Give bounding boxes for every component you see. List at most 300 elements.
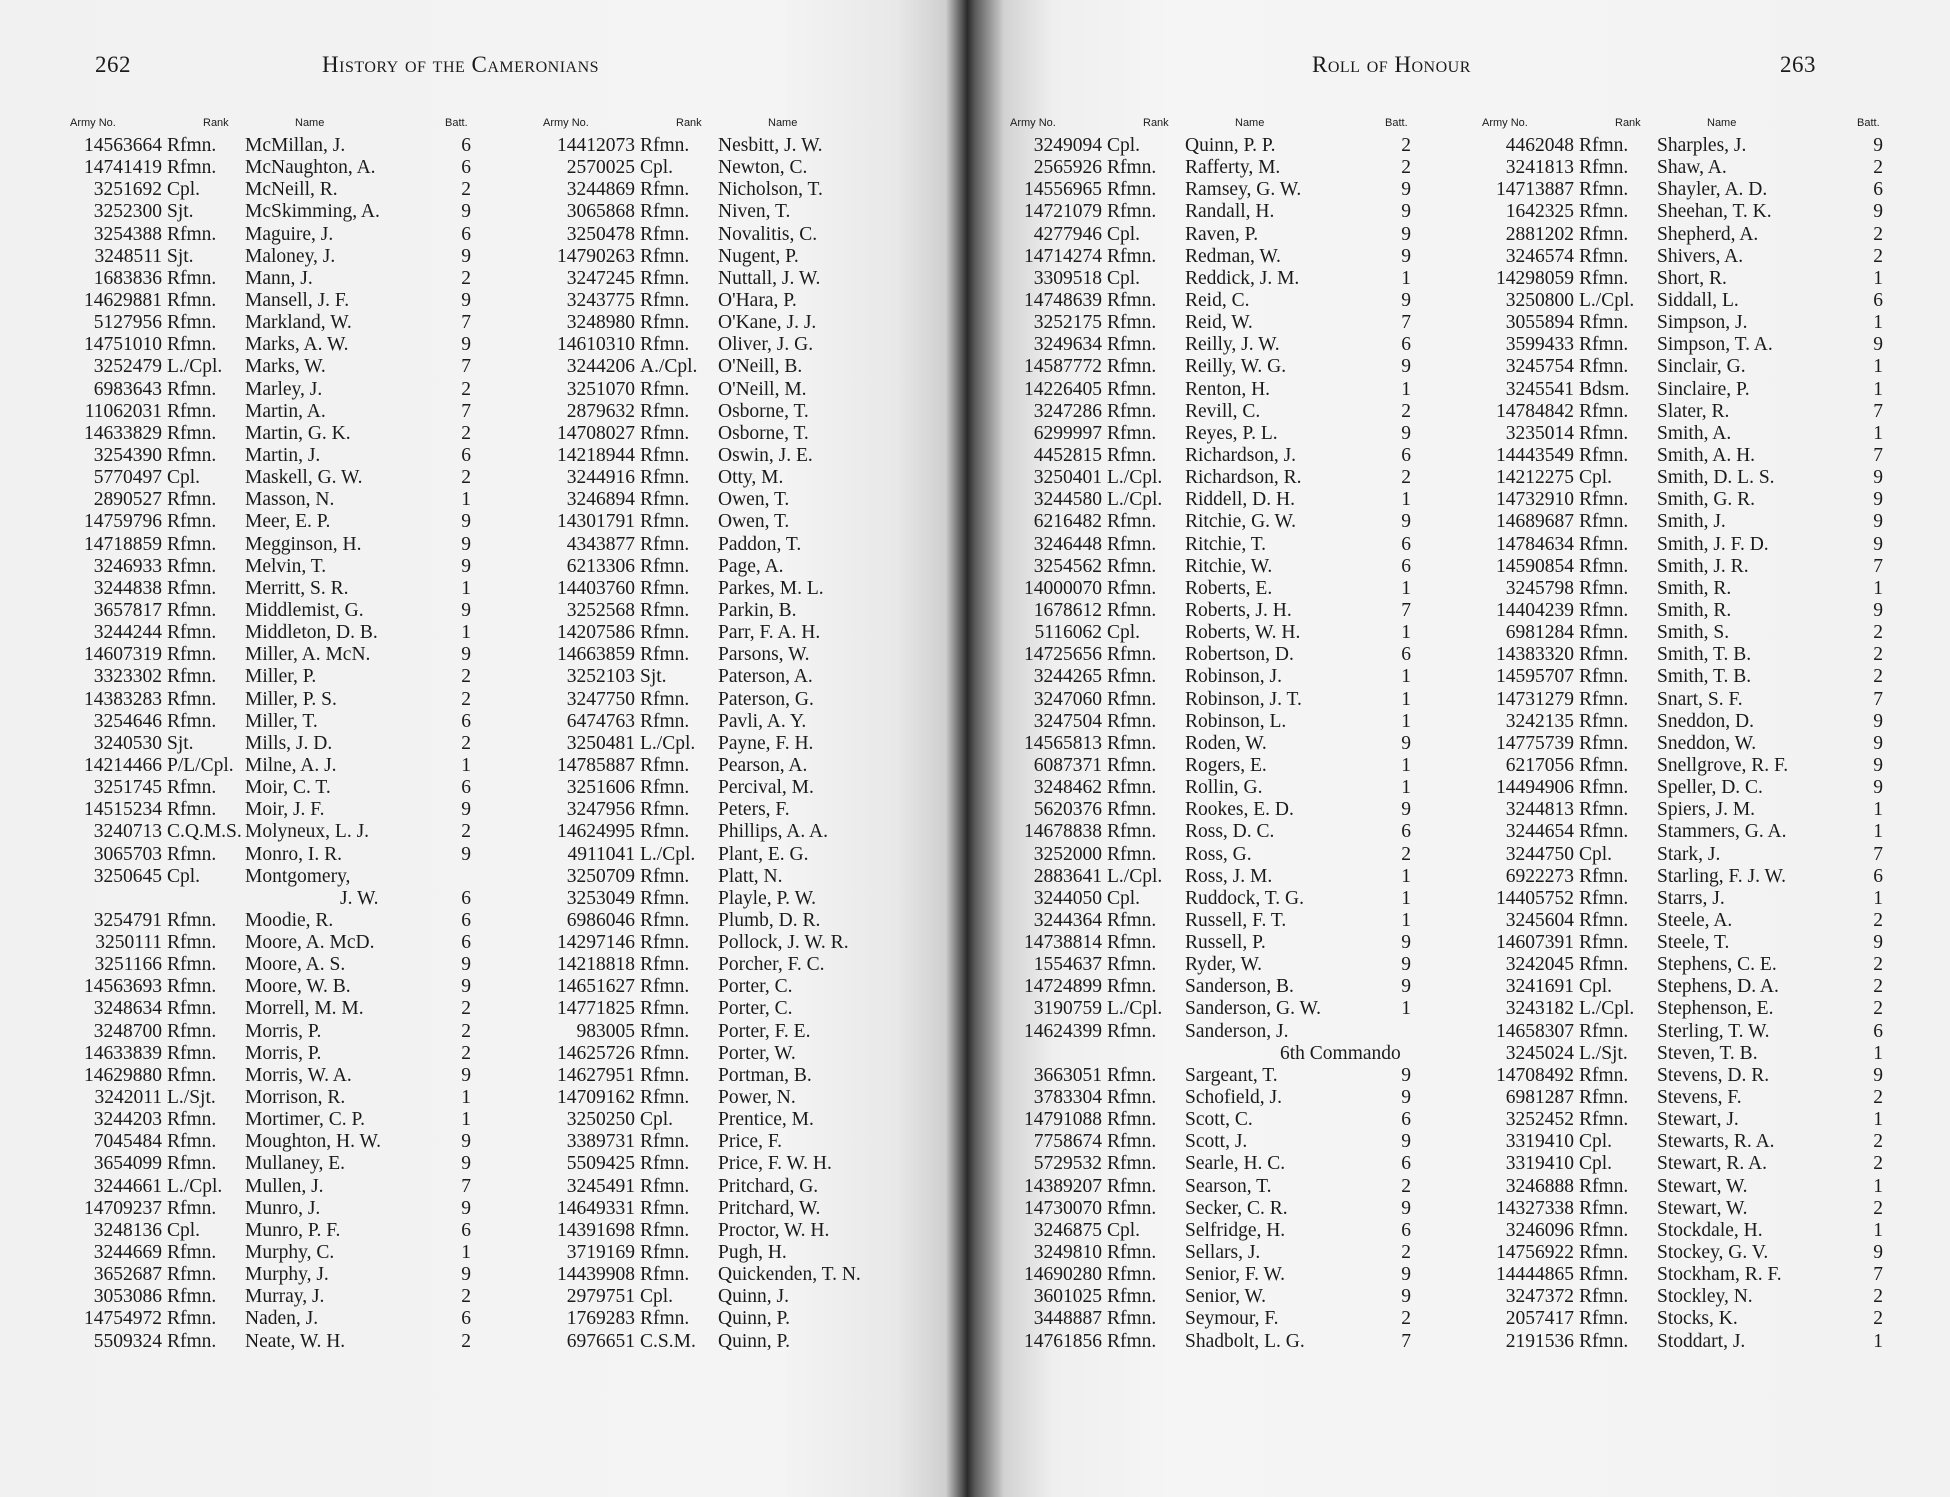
roll-entry [40, 600, 495, 622]
battalion: 2 [461, 1042, 471, 1064]
rank: Rfmn. [1107, 1308, 1157, 1330]
army-number: 3248136 [93, 1219, 162, 1241]
soldier-name: Smith, R. [1657, 577, 1732, 599]
army-number: 3252452 [1505, 1109, 1574, 1131]
battalion: 1 [1401, 754, 1411, 776]
soldier-name: Stevens, D. R. [1657, 1064, 1770, 1086]
rank: Rfmn. [640, 1264, 690, 1286]
battalion: 6 [1401, 1153, 1411, 1175]
battalion: 9 [461, 843, 471, 865]
rank: Sjt. [167, 732, 194, 754]
rank: L./Cpl. [167, 356, 223, 378]
army-number: 14731279 [1496, 688, 1574, 710]
soldier-name: Playle, P. W. [718, 887, 817, 909]
page-number: 263 [1780, 52, 1816, 77]
soldier-name: Marley, J. [245, 378, 323, 400]
soldier-name: Pugh, H. [718, 1242, 787, 1264]
roll-entry [513, 1021, 968, 1043]
roll-entry [980, 711, 1435, 733]
soldier-name: Murphy, J. [245, 1264, 329, 1286]
battalion: 9 [461, 799, 471, 821]
battalion: 6 [1873, 865, 1883, 887]
roll-entry [513, 1286, 968, 1308]
soldier-name: McMillan, J. [245, 135, 346, 156]
soldier-name: Munro, P. F. [245, 1219, 341, 1241]
army-number: 3251166 [94, 954, 162, 976]
soldier-name: Sharples, J. [1657, 135, 1747, 156]
soldier-name: Morris, P. [245, 1020, 322, 1042]
rank: Rfmn. [1107, 1153, 1157, 1175]
roll-entry [980, 932, 1435, 954]
army-number: 14678838 [1024, 821, 1102, 843]
roll-entry [513, 600, 968, 622]
soldier-name: Stephens, C. E. [1657, 954, 1777, 976]
battalion: 1 [1401, 710, 1411, 732]
army-number: 3245541 [1505, 378, 1574, 400]
army-number: 3244203 [93, 1109, 162, 1131]
rank: Rfmn. [167, 777, 217, 799]
roll-entry [980, 1220, 1435, 1242]
roll-entry [980, 534, 1435, 556]
army-number: 14784634 [1496, 533, 1574, 555]
battalion: 9 [1401, 1197, 1411, 1219]
battalion: 6 [1401, 555, 1411, 577]
rank: Rfmn. [1579, 688, 1629, 710]
rank: Rfmn. [640, 245, 690, 267]
army-number: 14709162 [557, 1087, 635, 1109]
rank: Rfmn. [640, 976, 690, 998]
army-number: 14741419 [84, 157, 162, 179]
battalion: 9 [1401, 1087, 1411, 1109]
roll-entry [980, 290, 1435, 312]
army-number: 3243182 [1505, 998, 1574, 1020]
army-number: 6986046 [566, 909, 635, 931]
roll-entry [980, 644, 1435, 666]
roll-entry [980, 356, 1435, 378]
battalion: 6 [461, 777, 471, 799]
battalion: 9 [1401, 1064, 1411, 1086]
rank: Sjt. [167, 245, 194, 267]
army-number: 3190759 [1033, 998, 1102, 1020]
soldier-name: Rollin, G. [1185, 777, 1263, 799]
rank: C.Q.M.S. [167, 821, 242, 843]
army-number: 14563664 [84, 135, 162, 156]
roll-entry [40, 866, 495, 888]
roll-entry [980, 954, 1435, 976]
soldier-name: Porter, W. [718, 1042, 796, 1064]
roll-entry [513, 622, 968, 644]
rank: Rfmn. [167, 666, 217, 688]
battalion: 1 [461, 1242, 471, 1264]
army-number: 3247286 [1033, 400, 1102, 422]
battalion: 2 [461, 1286, 471, 1308]
roll-entry [513, 976, 968, 998]
rank: Rfmn. [167, 843, 217, 865]
soldier-name: Porter, C. [718, 976, 793, 998]
roll-entry [1452, 1198, 1907, 1220]
soldier-name: Stewart, J. [1657, 1109, 1739, 1131]
army-number: 3601025 [1033, 1286, 1102, 1308]
army-number: 6217056 [1505, 754, 1574, 776]
roll-entry [980, 1264, 1435, 1286]
rank: Rfmn. [1107, 666, 1157, 688]
rank: Rfmn. [1579, 1308, 1629, 1330]
battalion: 9 [1401, 511, 1411, 533]
battalion: 2 [1873, 1131, 1883, 1153]
roll-entry [40, 888, 495, 910]
roll-entry [40, 733, 495, 755]
rank: Rfmn. [640, 467, 690, 489]
roll-entry [1452, 224, 1907, 246]
army-number: 14756922 [1496, 1242, 1574, 1264]
soldier-name: Richardson, J. [1185, 444, 1297, 466]
soldier-name: Ross, G. [1185, 843, 1252, 865]
battalion: 6 [461, 444, 471, 466]
battalion: 2 [1873, 223, 1883, 245]
soldier-name: Randall, H. [1185, 201, 1275, 223]
roll-entry [980, 866, 1435, 888]
roll-entry [40, 666, 495, 688]
rank: Rfmn. [1107, 511, 1157, 533]
battalion: 1 [1401, 267, 1411, 289]
battalion: 9 [1401, 976, 1411, 998]
army-number: 3246888 [1505, 1175, 1574, 1197]
soldier-name: Quinn, P. P. [1185, 135, 1276, 156]
army-number: 14607319 [84, 644, 162, 666]
soldier-name: Starrs, J. [1657, 887, 1725, 909]
roll-entry [1452, 1176, 1907, 1198]
soldier-name: Simpson, T. A. [1657, 334, 1773, 356]
rank: Rfmn. [1579, 622, 1629, 644]
roll-entry [980, 777, 1435, 799]
rank: Rfmn. [1579, 754, 1629, 776]
soldier-name: Parsons, W. [718, 644, 810, 666]
soldier-name: Martin, G. K. [245, 422, 351, 444]
army-number: 14297146 [557, 932, 635, 954]
rank: Rfmn. [1579, 245, 1629, 267]
header-name: Name [1235, 117, 1265, 129]
soldier-name: Shadbolt, L. G. [1185, 1330, 1305, 1352]
army-number: 1678612 [1033, 599, 1102, 621]
soldier-name: Simpson, J. [1657, 312, 1748, 334]
army-number: 14651627 [557, 976, 635, 998]
rank: Rfmn. [1107, 599, 1157, 621]
battalion: 6 [1401, 1109, 1411, 1131]
soldier-name: Steele, A. [1657, 909, 1733, 931]
soldier-name: Shaw, A. [1657, 157, 1727, 179]
battalion: 7 [1873, 400, 1883, 422]
soldier-name: Miller, P. S. [245, 688, 337, 710]
roll-entry [40, 290, 495, 312]
army-number: 14565813 [1024, 732, 1102, 754]
soldier-name: Percival, M. [718, 777, 814, 799]
rank: Rfmn. [167, 289, 217, 311]
army-number: 5509425 [566, 1153, 635, 1175]
soldier-name: Parkes, M. L. [718, 577, 824, 599]
battalion: 9 [1401, 289, 1411, 311]
soldier-name: Slater, R. [1657, 400, 1730, 422]
soldier-name: Quickenden, T. N. [718, 1264, 861, 1286]
battalion: 2 [461, 666, 471, 688]
rank: Rfmn. [640, 444, 690, 466]
army-number: 14515234 [84, 799, 162, 821]
battalion: 1 [461, 577, 471, 599]
roll-entry [40, 689, 495, 711]
roll-entry [40, 578, 495, 600]
soldier-name: Maskell, G. W. [245, 467, 363, 489]
roll-entry [1452, 445, 1907, 467]
soldier-name: Stevens, F. [1657, 1087, 1742, 1109]
soldier-name: Richardson, R. [1185, 467, 1302, 489]
column-headers [513, 113, 968, 135]
army-number: 11062031 [84, 400, 162, 422]
battalion: 2 [1873, 1308, 1883, 1330]
soldier-name: Smith, S. [1657, 622, 1730, 644]
battalion: 6 [1401, 533, 1411, 555]
army-number: 14625726 [557, 1042, 635, 1064]
roll-entry [513, 666, 968, 688]
rank: Rfmn. [1107, 1242, 1157, 1264]
army-number: 14587772 [1024, 356, 1102, 378]
soldier-name: Pollock, J. W. R. [718, 932, 849, 954]
army-number: 2057417 [1505, 1308, 1574, 1330]
army-number: 6976651 [566, 1330, 635, 1352]
army-number: 3250645 [93, 865, 162, 887]
battalion: 9 [461, 954, 471, 976]
rank: Rfmn. [640, 887, 690, 909]
army-number: 14404239 [1496, 599, 1574, 621]
rank: Rfmn. [640, 954, 690, 976]
army-number: 5729532 [1033, 1153, 1102, 1175]
soldier-name: Merritt, S. R. [245, 577, 349, 599]
soldier-name: Price, F. W. H. [718, 1153, 832, 1175]
column-headers [980, 113, 1435, 135]
battalion: 9 [461, 511, 471, 533]
army-number: 3240530 [93, 732, 162, 754]
rank: Cpl. [1579, 976, 1613, 998]
soldier-name: Stammers, G. A. [1657, 821, 1787, 843]
army-number: 3247504 [1033, 710, 1102, 732]
army-number: 14214466 [84, 754, 162, 776]
battalion: 2 [461, 1330, 471, 1352]
rank: Rfmn. [167, 1153, 217, 1175]
battalion: 2 [1401, 467, 1411, 489]
soldier-name: Rookes, E. D. [1185, 799, 1294, 821]
roll-entry [980, 1109, 1435, 1131]
soldier-name: Porter, F. E. [718, 1020, 811, 1042]
army-number: 14403760 [557, 577, 635, 599]
soldier-name: Munro, J. [245, 1197, 321, 1219]
roll-entry [513, 733, 968, 755]
roll-entry [513, 1198, 968, 1220]
roll-entry [40, 334, 495, 356]
rank: Rfmn. [1107, 1131, 1157, 1153]
rank: L./Sjt. [167, 1087, 216, 1109]
rank: Rfmn. [1579, 1175, 1629, 1197]
rank: Rfmn. [1107, 1020, 1157, 1042]
roll-entry [40, 1087, 495, 1109]
rank: Rfmn. [167, 157, 217, 179]
soldier-name: Proctor, W. H. [718, 1219, 830, 1241]
rank: P/L/Cpl. [167, 754, 234, 776]
roll-entry [980, 755, 1435, 777]
battalion: 9 [461, 245, 471, 267]
rank: Rfmn. [640, 179, 690, 201]
army-number: 14633829 [84, 422, 162, 444]
soldier-name: Stocks, K. [1657, 1308, 1738, 1330]
rank: Cpl. [167, 1219, 201, 1241]
army-number: 6983643 [93, 378, 162, 400]
army-number: 14771825 [557, 998, 635, 1020]
battalion: 9 [1401, 954, 1411, 976]
rank: Rfmn. [1107, 312, 1157, 334]
battalion: 1 [1401, 777, 1411, 799]
soldier-name: Porter, C. [718, 998, 793, 1020]
battalion: 9 [1401, 932, 1411, 954]
left-page [0, 0, 955, 1497]
army-number: 14412073 [557, 135, 635, 156]
rank: Rfmn. [1107, 799, 1157, 821]
soldier-name: Spiers, J. M. [1657, 799, 1756, 821]
army-number: 3244838 [93, 577, 162, 599]
rank: Rfmn. [167, 577, 217, 599]
soldier-name: Ramsey, G. W. [1185, 179, 1302, 201]
soldier-name: Stockley, N. [1657, 1286, 1753, 1308]
roll-entry [513, 1153, 968, 1175]
rank: Rfmn. [167, 909, 217, 931]
battalion: 9 [461, 976, 471, 998]
soldier-name: Searle, H. C. [1185, 1153, 1286, 1175]
roll-entry [40, 998, 495, 1020]
rank: Rfmn. [1579, 1064, 1629, 1086]
army-number: 14383283 [84, 688, 162, 710]
battalion: 1 [1401, 378, 1411, 400]
roll-entry [513, 534, 968, 556]
army-number: 3245491 [566, 1175, 635, 1197]
rank: Rfmn. [1579, 954, 1629, 976]
soldier-name: Middlemist, G. [245, 599, 364, 621]
rank: Rfmn. [640, 135, 690, 156]
rank: Rfmn. [1579, 157, 1629, 179]
battalion: 9 [1401, 245, 1411, 267]
soldier-name: Sanderson, B. [1185, 976, 1294, 998]
army-number: 14556965 [1024, 179, 1102, 201]
rank: Rfmn. [1579, 533, 1629, 555]
army-number: 2191536 [1505, 1330, 1574, 1352]
soldier-name: O'Hara, P. [718, 289, 797, 311]
battalion: 9 [1873, 1242, 1883, 1264]
soldier-name: Middleton, D. B. [245, 622, 378, 644]
roll-entry [513, 157, 968, 179]
rank: Rfmn. [640, 622, 690, 644]
soldier-name: Rafferty, M. [1185, 157, 1281, 179]
roll-entry [1452, 733, 1907, 755]
rank: Sjt. [640, 666, 667, 688]
soldier-name: Scott, C. [1185, 1109, 1253, 1131]
army-number: 14298059 [1496, 267, 1574, 289]
soldier-name: O'Neill, B. [718, 356, 803, 378]
soldier-name: Senior, W. [1185, 1286, 1267, 1308]
roll-entry [980, 489, 1435, 511]
rank: Rfmn. [1579, 1087, 1629, 1109]
roll-entry [980, 1087, 1435, 1109]
rank: Rfmn. [1579, 710, 1629, 732]
soldier-name: Secker, C. R. [1185, 1197, 1288, 1219]
rank: Rfmn. [167, 267, 217, 289]
army-number: 5770497 [93, 467, 162, 489]
army-number: 3251606 [566, 777, 635, 799]
army-number: 3251745 [93, 777, 162, 799]
army-number: 14714274 [1024, 245, 1102, 267]
rank: Rfmn. [640, 1242, 690, 1264]
army-number: 3251070 [566, 378, 635, 400]
battalion: 2 [1873, 998, 1883, 1020]
rank: Rfmn. [1107, 821, 1157, 843]
roll-entry [40, 401, 495, 423]
roll-entry [1452, 976, 1907, 998]
soldier-name: Meer, E. P. [245, 511, 331, 533]
battalion: 2 [1873, 622, 1883, 644]
roll-entry [513, 1331, 968, 1353]
soldier-name: Smith, A. H. [1657, 444, 1756, 466]
army-number: 3252000 [1033, 843, 1102, 865]
army-number: 2570025 [566, 157, 635, 179]
soldier-name: Pritchard, W. [718, 1197, 821, 1219]
header-name: Name [1707, 117, 1737, 129]
army-number: 3246574 [1505, 245, 1574, 267]
soldier-name: Novalitis, C. [718, 223, 818, 245]
rank: Rfmn. [1107, 1264, 1157, 1286]
rank: Rfmn. [167, 400, 217, 422]
rank: Rfmn. [1579, 223, 1629, 245]
soldier-name: Shayler, A. D. [1657, 179, 1768, 201]
battalion: 6 [1401, 1219, 1411, 1241]
soldier-name: Melvin, T. [245, 555, 327, 577]
rank: Rfmn. [640, 489, 690, 511]
soldier-name: Russell, F. T. [1185, 909, 1287, 931]
rank: Rfmn. [640, 754, 690, 776]
header-rank: Rank [1615, 117, 1641, 129]
battalion: 1 [1401, 887, 1411, 909]
battalion: 9 [1401, 201, 1411, 223]
army-number: 14624399 [1024, 1020, 1102, 1042]
army-number: 3652687 [93, 1264, 162, 1286]
rank: Rfmn. [640, 422, 690, 444]
roll-entry [40, 644, 495, 666]
roll-entry [1452, 334, 1907, 356]
roll-entry [980, 334, 1435, 356]
roll-entry [40, 1242, 495, 1264]
soldier-name: Reid, W. [1185, 312, 1253, 334]
soldier-name: Stewart, W. [1657, 1197, 1748, 1219]
battalion: 1 [461, 622, 471, 644]
soldier-name: Shivers, A. [1657, 245, 1744, 267]
soldier-name: Seymour, F. [1185, 1308, 1279, 1330]
roll-entry [980, 556, 1435, 578]
soldier-name: Morris, P. [245, 1042, 322, 1064]
roll-entry [513, 401, 968, 423]
army-number: 1554637 [1033, 954, 1102, 976]
rank: Cpl. [1107, 887, 1141, 909]
roll-entry [1452, 556, 1907, 578]
soldier-name: Portman, B. [718, 1064, 812, 1086]
soldier-name: Rogers, E. [1185, 754, 1267, 776]
rank: Rfmn. [1579, 422, 1629, 444]
soldier-name: Mansell, J. F. [245, 289, 350, 311]
army-number: 3244244 [93, 622, 162, 644]
army-number: 14721079 [1024, 201, 1102, 223]
rank: Rfmn. [1579, 599, 1629, 621]
